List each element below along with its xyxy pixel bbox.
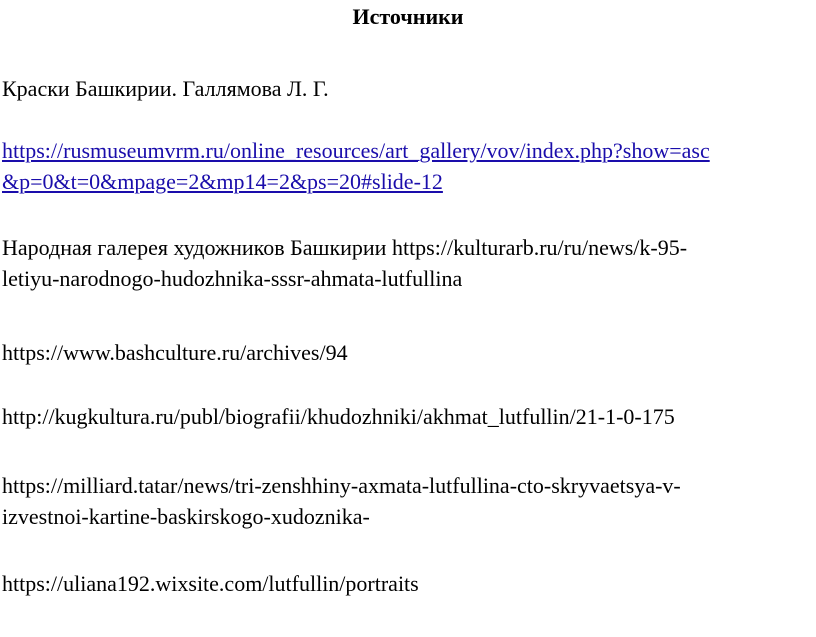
source-link-line-1[interactable]: https://rusmuseumvrm.ru/online_resources/art_gallery/vov/index.php?show=asc [2, 138, 710, 163]
source-text: http://kugkultura.ru/publ/biografii/khudozhniki/akhmat_lutfullin/21-1-0-175 [2, 404, 675, 429]
source-entry-milliard [2, 470, 814, 532]
source-text-line-1: https://milliard.tatar/news/tri-zenshhiny-axmata-lutfullina-cto-skryvaetsya-v- [2, 473, 681, 498]
source-entry-kugkultura [2, 401, 814, 432]
source-entry-rusmuseum-link[interactable] [2, 135, 814, 197]
source-text: https://uliana192.wixsite.com/lutfullin/portraits [2, 571, 419, 596]
source-entry-gallery [2, 232, 814, 294]
source-text-line-1: Народная галерея художников Башкирии https://kulturarb.ru/ru/news/k-95- [2, 235, 688, 260]
source-text: Краски Башкирии. Галлямова Л. Г. [2, 76, 329, 101]
page-title: Источники [352, 4, 464, 29]
source-text: https://www.bashculture.ru/archives/94 [2, 340, 348, 365]
source-text-line-2: letiyu-narodnogo-hudozhnika-sssr-ahmata-lutfullina [2, 266, 463, 291]
source-entry-bashculture [2, 337, 814, 368]
source-entry-uliana [2, 568, 814, 599]
source-text-line-2: izvestnoi-kartine-baskirskogo-xudoznika- [2, 504, 370, 529]
source-entry-book [2, 73, 814, 104]
source-link-line-2[interactable]: &p=0&t=0&mpage=2&mp14=2&ps=20#slide-12 [2, 169, 443, 194]
